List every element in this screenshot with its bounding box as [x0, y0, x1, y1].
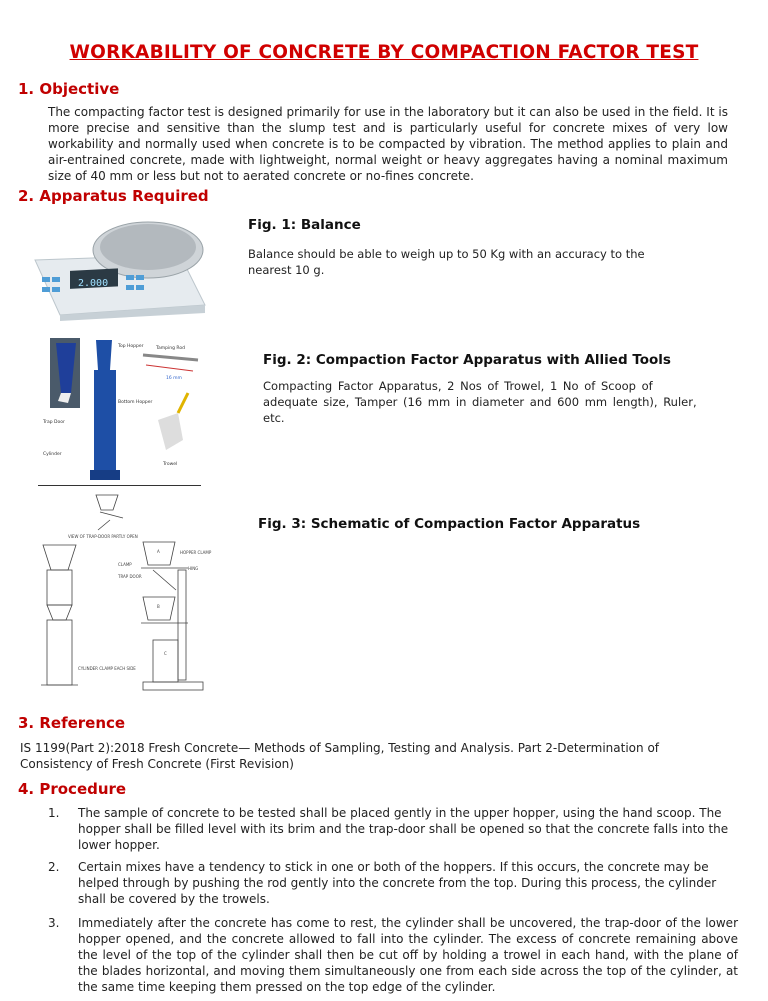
reference-heading: 3. Reference	[18, 714, 126, 732]
label-cylinder-clamp: CYLINDER CLAMP EACH SIDE	[78, 666, 136, 671]
procedure-step	[48, 915, 738, 995]
fig2-caption: Fig. 2: Compaction Factor Apparatus with Allied Tools	[263, 352, 671, 368]
fig1-caption: Fig. 1: Balance	[248, 217, 361, 233]
step-number: 3.	[48, 916, 60, 930]
procedure-step	[48, 805, 738, 853]
label-bottom-hopper: Bottom Hopper	[118, 400, 153, 405]
label-trowel: Trowel	[163, 462, 178, 467]
step-number: 1.	[48, 806, 60, 820]
objective-text: The compacting factor test is designed primarily for use in the laboratory but it can also be used in the field. It is more precise and sensitive than the slump test and is particularly useful for concrete mixes of very low workability and normally used when concrete is to be compacted by vibration. The method applies to plain and air-entrained concrete, made with lightweight, normal weight or heavy aggregates having a nominal maximum size of 40 mm or less but not to aerated concrete or no-fines concrete.	[48, 105, 728, 183]
label-cylinder: Cylinder	[43, 452, 62, 457]
procedure-step	[48, 859, 738, 907]
apparatus-heading: 2. Apparatus Required	[18, 187, 209, 205]
label-rod-length: 16 mm	[166, 376, 182, 381]
step-text: The sample of concrete to be tested shall be placed gently in the upper hopper, using the hand scoop. The hopper shall be filled level with its brim and the trap-door shall be opened so that the concrete falls into the lower hopper.	[78, 806, 729, 852]
label-trap-door: Trap Door	[43, 420, 65, 425]
step-text: Immediately after the concrete has come to rest, the cylinder shall be uncovered, the trap-door of the lower hopper opened, and the concrete allowed to fall into the cylinder. The excess of concrete remaining above the level of the top of the cylinder shall then be cut off by holding a trowel in each hand, with the plane of the blades horizontal, and moving them simultaneously one from each side across the top of the cylinder, at the same time keeping them pressed on the top edge of the cylinder.	[78, 916, 738, 994]
divider	[38, 485, 201, 486]
step-text: Certain mixes have a tendency to stick in one or both of the hoppers. If this occurs, the concrete may be helped through by pushing the rod gently into the concrete from the top. During this process, the cylinder shall be covered by the trowels.	[78, 860, 717, 906]
schematic-image	[38, 490, 213, 695]
label-cylinder-c: C	[164, 651, 167, 656]
label-trap-door-schematic: TRAP DOOR	[118, 574, 142, 579]
objective-heading: 1. Objective	[18, 80, 120, 98]
fig1-text: Balance should be able to weigh up to 50 Kg with an accuracy to the nearest 10 g.	[248, 247, 645, 277]
compaction-apparatus-image	[38, 335, 203, 485]
label-clamp: CLAMP	[118, 562, 132, 567]
label-hinge: HING	[188, 566, 199, 571]
step-number: 2.	[48, 860, 60, 874]
label-hopper-b: B	[157, 604, 160, 609]
page-title: WORKABILITY OF CONCRETE BY COMPACTION FACTOR TEST	[69, 42, 699, 63]
procedure-heading: 4. Procedure	[18, 780, 127, 798]
reference-text: IS 1199(Part 2):2018 Fresh Concrete— Methods of Sampling, Testing and Analysis. Part 2-Determination of Consistency of Fresh Concrete (First Revision)	[20, 741, 660, 771]
procedure-list	[48, 805, 738, 1001]
label-hopper-a: A	[157, 549, 160, 554]
balance-image	[30, 215, 208, 321]
fig3-caption: Fig. 3: Schematic of Compaction Factor Apparatus	[258, 516, 641, 532]
balance-display: 2.000	[78, 278, 109, 289]
label-hopper-clamp: HOPPER CLAMP	[180, 550, 212, 555]
label-trap-door-view: VIEW OF TRAP-DOOR PARTLY OPEN	[68, 534, 138, 539]
fig2-text: Compacting Factor Apparatus, 2 Nos of Trowel, 1 No of Scoop of adequate size, Tamper (16 mm in diameter and 600 mm length), Ruler, etc.	[263, 379, 697, 425]
label-top-hopper: Top Hopper	[118, 344, 144, 349]
label-tamping-rod: Tamping Rod	[156, 346, 185, 351]
